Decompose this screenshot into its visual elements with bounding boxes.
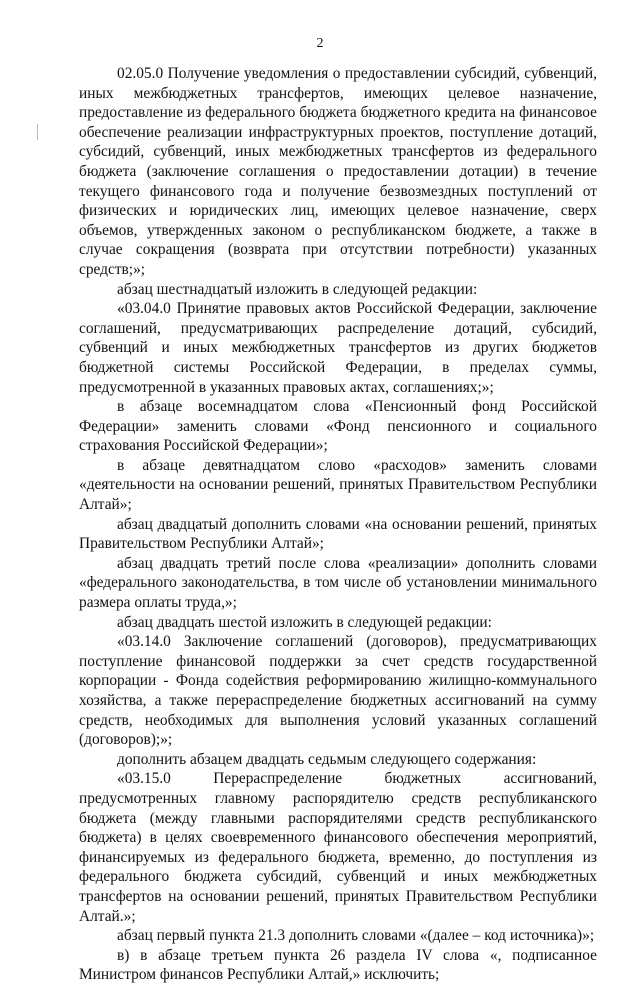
paragraph-03-04-0: «03.04.0 Принятие правовых актов Российской Федерации, заключение соглашений, предусматривающих распределение дотаций, субсидий, субвенций и иных межбюджетных трансфертов из других бюджетов бюджетной системы Российской Федерации, в пределах суммы, предусмотренной в указанных правовых актах, соглашениях;»; — [79, 300, 597, 396]
paragraph-abzac-20: абзац двадцатый дополнить словами «на основании решений, принятых Правительством Республики Алтай»; — [79, 515, 597, 553]
paragraph-02-05-0: 02.05.0 Получение уведомления о предоставлении субсидий, субвенций, иных межбюджетных трансфертов, имеющих целевое назначение, предоставление из федерального бюджета бюджетного кредита на финансовое обеспечение реализации инфраструктурных проектов, поступление дотаций, субсидий, субвенций, иных межбюджетных трансфертов из федерального бюджета (заключение соглашения о предоставлении дотации) в течение текущего финансового года и получение безвозмездных поступлений от физических и юридических лиц, имеющих целевое назначение, сверх объемов, утвержденных законом о республиканском бюджете, а также в случае сокращения (возврата при отсутствии потребности) указанных средств;»; — [79, 65, 597, 278]
paragraph-abzac-23: абзац двадцать третий после слова «реализации» дополнить словами «федерального законодательства, в том числе об установлении минимального размера оплаты труда,»; — [79, 554, 597, 612]
document-body — [79, 64, 597, 985]
margin-mark — [37, 124, 38, 140]
page-number: 2 — [316, 36, 324, 51]
paragraph-abzac-27: дополнить абзацем двадцать седьмым следующего содержания: — [117, 750, 537, 768]
paragraph-03-15-0: «03.15.0 Перераспределение бюджетных ассигнований, предусмотренных главному распорядителю средств республиканского бюджета (между главными распорядителями средств республиканского бюджета) в целях своевременного финансового обеспечения мероприятий, финансируемых из федерального бюджета, временно, до поступления из федерального бюджета субсидий, субвенций и иных межбюджетных трансфертов на основании решений, принятых Правительством Республики Алтай.»; — [79, 770, 597, 925]
paragraph-abzac-26: абзац двадцать шестой изложить в следующей редакции: — [117, 613, 492, 631]
paragraph-abzac-16: абзац шестнадцатый изложить в следующей редакции: — [117, 280, 478, 298]
paragraph-punkt-26: в) в абзаце третьем пункта 26 раздела IV слова «, подписанное Министром финансов Республики Алтай,» исключить; — [79, 946, 597, 984]
paragraph-punkt-21-3: абзац первый пункта 21.3 дополнить словами «(далее – код источника)»; — [117, 927, 595, 945]
paragraph-03-14-0: «03.14.0 Заключение соглашений (договоров), предусматривающих поступление финансовой поддержки за счет средств государственной корпорации - Фонда содействия реформированию жилищно-коммунального хозяйства, а также перераспределение бюджетных ассигнований на сумму средств, необходимых для выполнения условий указанных соглашений (договоров);»; — [79, 633, 597, 749]
paragraph-abzac-18: в абзаце восемнадцатом слова «Пенсионный фонд Российской Федерации» заменить словами «Фонд пенсионного и социального страхования Российской Федерации»; — [79, 398, 597, 455]
paragraph-abzac-19: в абзаце девятнадцатом слово «расходов» заменить словами «деятельности на основании решений, принятых Правительством Республики Алтай»; — [79, 456, 597, 514]
